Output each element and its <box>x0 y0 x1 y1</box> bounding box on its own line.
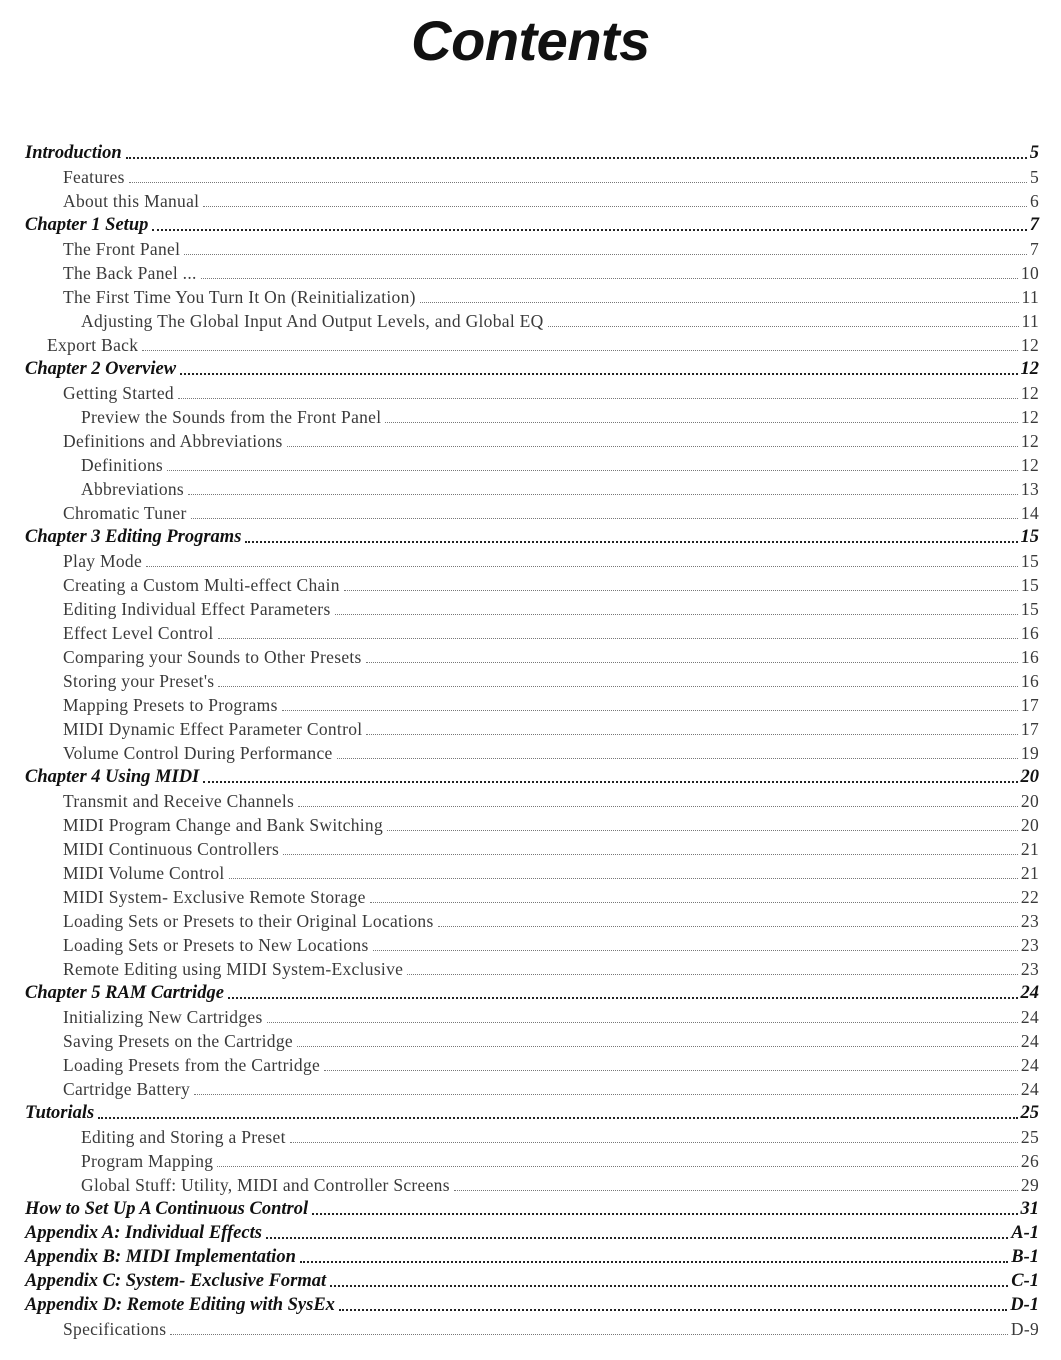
toc-entry-label: Storing your Preset's <box>63 671 215 691</box>
toc-entry-label: Preview the Sounds from the Front Panel <box>81 407 382 427</box>
toc-entry-label: Appendix D: Remote Editing with SysEx <box>25 1295 335 1315</box>
toc-entry-page-number: 24 <box>1020 1079 1039 1099</box>
toc-entry-label: Mapping Presets to Programs <box>63 695 278 715</box>
toc-subsection-entry[interactable] <box>0 692 1061 716</box>
toc-entry-page-number: 5 <box>1029 143 1039 163</box>
toc-entry-page-number: 15 <box>1020 527 1039 547</box>
toc-entry-page-number: 24 <box>1020 1007 1039 1027</box>
toc-entry-label: Saving Presets on the Cartridge <box>63 1031 293 1051</box>
dot-leader <box>312 1212 1017 1215</box>
dot-leader <box>330 1284 1008 1287</box>
toc-entry-page-number: 14 <box>1020 503 1039 523</box>
toc-entry-page-number: 7 <box>1029 239 1039 259</box>
dot-leader <box>167 469 1018 471</box>
toc-subsection-entry[interactable] <box>0 188 1061 212</box>
toc-entry-label: Chapter 3 Editing Programs <box>25 527 242 547</box>
toc-subsection-entry[interactable] <box>0 668 1061 692</box>
toc-subsection-entry[interactable] <box>0 428 1061 452</box>
toc-entry-label: Global Stuff: Utility, MIDI and Controller Screens <box>81 1175 450 1195</box>
toc-entry-page-number: 16 <box>1020 647 1039 667</box>
dot-leader <box>373 949 1018 951</box>
toc-entry-label: MIDI Volume Control <box>63 863 225 883</box>
toc-entry-page-number: 12 <box>1020 335 1039 355</box>
toc-entry-page-number: B-1 <box>1011 1247 1039 1267</box>
dot-leader <box>298 805 1018 807</box>
toc-entry-page-number: 20 <box>1020 791 1039 811</box>
toc-entry-label: Appendix B: MIDI Implementation <box>25 1247 296 1267</box>
toc-subsection-entry[interactable] <box>0 1148 1061 1172</box>
toc-entry-label: Adjusting The Global Input And Output Levels, and Global EQ <box>81 311 544 331</box>
toc-subsection-entry[interactable] <box>0 572 1061 596</box>
toc-entry-label: The Back Panel ... <box>63 263 197 283</box>
toc-entry-page-number: 24 <box>1020 1055 1039 1075</box>
toc-subsection-entry[interactable] <box>0 620 1061 644</box>
toc-entry-label: Appendix A: Individual Effects <box>25 1223 262 1243</box>
toc-section-entry[interactable] <box>0 980 1061 1004</box>
dot-leader <box>370 901 1018 903</box>
toc-entry-label: Abbreviations <box>81 479 185 499</box>
dot-leader <box>142 349 1018 351</box>
toc-entry-page-number: 11 <box>1021 287 1039 307</box>
toc-subsection-entry[interactable] <box>0 932 1061 956</box>
toc-section-entry[interactable] <box>0 356 1061 380</box>
dot-leader <box>344 589 1018 591</box>
toc-entry-label: MIDI Continuous Controllers <box>63 839 280 859</box>
toc-entry-label: Features <box>63 167 125 187</box>
toc-subsection-entry[interactable] <box>0 1052 1061 1076</box>
toc-section-entry[interactable] <box>0 1244 1061 1268</box>
toc-entry-label: MIDI System- Exclusive Remote Storage <box>63 887 366 907</box>
toc-entry-page-number: 7 <box>1029 215 1039 235</box>
toc-subsection-entry[interactable] <box>0 596 1061 620</box>
table-of-contents <box>0 140 1061 1340</box>
toc-entry-page-number: D-9 <box>1010 1319 1039 1339</box>
toc-entry-page-number: 25 <box>1020 1127 1039 1147</box>
dot-leader <box>203 205 1027 207</box>
dot-leader <box>300 1260 1008 1263</box>
toc-entry-page-number: 15 <box>1020 599 1039 619</box>
toc-section-entry[interactable] <box>0 212 1061 236</box>
toc-entry-label: Remote Editing using MIDI System-Exclusive <box>63 959 404 979</box>
toc-entry-label: Effect Level Control <box>63 623 214 643</box>
toc-subsection-entry[interactable] <box>0 1076 1061 1100</box>
toc-entry-page-number: 15 <box>1020 551 1039 571</box>
toc-entry-label: Program Mapping <box>81 1151 214 1171</box>
dot-leader <box>387 829 1018 831</box>
toc-entry-label: Play Mode <box>63 551 143 571</box>
toc-entry-label: Loading Sets or Presets to New Locations <box>63 935 369 955</box>
toc-entry-page-number: 23 <box>1020 959 1039 979</box>
toc-entry-label: Transmit and Receive Channels <box>63 791 295 811</box>
dot-leader <box>194 1093 1018 1095</box>
toc-subsection-entry[interactable] <box>0 476 1061 500</box>
dot-leader <box>287 445 1018 447</box>
dot-leader <box>407 973 1018 975</box>
dot-leader <box>324 1069 1018 1071</box>
toc-entry-label: Introduction <box>25 143 122 163</box>
toc-entry-page-number: 19 <box>1020 743 1039 763</box>
toc-entry-page-number: 25 <box>1020 1103 1039 1123</box>
toc-entry-label: Export Back <box>47 335 139 355</box>
dot-leader <box>297 1045 1018 1047</box>
toc-entry-page-number: 24 <box>1020 1031 1039 1051</box>
toc-subsection-entry[interactable] <box>0 380 1061 404</box>
toc-subsection-entry[interactable] <box>0 1316 1061 1340</box>
toc-section-entry[interactable] <box>0 764 1061 788</box>
toc-entry-page-number: 15 <box>1020 575 1039 595</box>
dot-leader <box>454 1189 1018 1191</box>
toc-entry-page-number: 13 <box>1020 479 1039 499</box>
dot-leader <box>339 1308 1007 1311</box>
dot-leader <box>228 996 1018 999</box>
toc-entry-page-number: D-1 <box>1010 1295 1039 1315</box>
toc-entry-label: Loading Presets from the Cartridge <box>63 1055 321 1075</box>
toc-subsection-entry[interactable] <box>0 308 1061 332</box>
toc-section-entry[interactable] <box>0 140 1061 164</box>
toc-section-entry[interactable] <box>0 1100 1061 1124</box>
dot-leader <box>152 228 1026 231</box>
toc-subsection-entry[interactable] <box>0 1172 1061 1196</box>
toc-section-entry[interactable] <box>0 524 1061 548</box>
toc-entry-label: Tutorials <box>25 1103 95 1123</box>
toc-entry-page-number: 17 <box>1020 695 1039 715</box>
toc-subsection-entry[interactable] <box>0 908 1061 932</box>
dot-leader <box>548 325 1019 327</box>
toc-entry-label: Appendix C: System- Exclusive Format <box>25 1271 327 1291</box>
toc-entry-label: The Front Panel <box>63 239 181 259</box>
toc-entry-label: Initializing New Cartridges <box>63 1007 263 1027</box>
toc-entry-page-number: 29 <box>1020 1175 1039 1195</box>
toc-entry-label: Chapter 5 RAM Cartridge <box>25 983 224 1003</box>
toc-subsection-entry[interactable] <box>0 500 1061 524</box>
dot-leader <box>282 709 1018 711</box>
toc-subsection-entry[interactable] <box>0 260 1061 284</box>
toc-section-entry[interactable] <box>0 1268 1061 1292</box>
toc-entry-label: Creating a Custom Multi-effect Chain <box>63 575 340 595</box>
toc-entry-label: Volume Control During Performance <box>63 743 333 763</box>
dot-leader <box>218 637 1018 639</box>
toc-entry-label: Chapter 2 Overview <box>25 359 177 379</box>
dot-leader <box>170 1333 1008 1335</box>
toc-entry-page-number: 20 <box>1020 767 1039 787</box>
toc-entry-page-number: 11 <box>1021 311 1039 331</box>
toc-subsection-entry[interactable] <box>0 284 1061 308</box>
toc-entry-page-number: 23 <box>1020 911 1039 931</box>
toc-entry-label: MIDI Program Change and Bank Switching <box>63 815 384 835</box>
toc-entry-page-number: 12 <box>1020 359 1039 379</box>
toc-entry-label: Comparing your Sounds to Other Presets <box>63 647 362 667</box>
dot-leader <box>385 421 1017 423</box>
toc-subsection-entry[interactable] <box>0 788 1061 812</box>
toc-subsection-entry[interactable] <box>0 1004 1061 1028</box>
toc-entry-label: Loading Sets or Presets to their Original Locations <box>63 911 434 931</box>
dot-leader <box>188 493 1018 495</box>
dot-leader <box>337 757 1018 759</box>
dot-leader <box>201 277 1018 279</box>
toc-entry-page-number: 21 <box>1020 863 1039 883</box>
toc-subsection-entry[interactable] <box>0 884 1061 908</box>
toc-entry-label: About this Manual <box>63 191 200 211</box>
toc-entry-page-number: C-1 <box>1011 1271 1039 1291</box>
toc-entry-label: Chromatic Tuner <box>63 503 187 523</box>
toc-entry-label: MIDI Dynamic Effect Parameter Control <box>63 719 363 739</box>
dot-leader <box>126 156 1027 159</box>
dot-leader <box>335 613 1018 615</box>
dot-leader <box>129 181 1027 183</box>
toc-subsection-entry[interactable] <box>0 548 1061 572</box>
dot-leader <box>180 372 1017 375</box>
toc-subsection-entry[interactable] <box>0 740 1061 764</box>
dot-leader <box>146 565 1018 567</box>
toc-entry-page-number: 12 <box>1020 431 1039 451</box>
dot-leader <box>203 780 1017 783</box>
toc-subsection-entry[interactable] <box>0 236 1061 260</box>
toc-entry-label: Chapter 4 Using MIDI <box>25 767 200 787</box>
toc-entry-page-number: 16 <box>1020 671 1039 691</box>
toc-entry-label: Definitions <box>81 455 164 475</box>
dot-leader <box>229 877 1018 879</box>
toc-entry-page-number: 20 <box>1020 815 1039 835</box>
toc-entry-label: Getting Started <box>63 383 174 403</box>
toc-entry-page-number: 21 <box>1020 839 1039 859</box>
toc-entry-page-number: 17 <box>1020 719 1039 739</box>
toc-section-entry[interactable] <box>0 1196 1061 1220</box>
toc-entry-page-number: 16 <box>1020 623 1039 643</box>
dot-leader <box>191 517 1018 519</box>
dot-leader <box>245 540 1017 543</box>
toc-subsection-entry[interactable] <box>0 812 1061 836</box>
dot-leader <box>290 1141 1018 1143</box>
dot-leader <box>98 1116 1017 1119</box>
toc-subsection-entry[interactable] <box>0 1028 1061 1052</box>
toc-entry-label: Specifications <box>63 1319 167 1339</box>
toc-entry-label: Cartridge Battery <box>63 1079 191 1099</box>
toc-entry-label: Editing and Storing a Preset <box>81 1127 286 1147</box>
dot-leader <box>366 661 1018 663</box>
toc-entry-label: Editing Individual Effect Parameters <box>63 599 331 619</box>
toc-entry-page-number: A-1 <box>1011 1223 1039 1243</box>
dot-leader <box>217 1165 1018 1167</box>
dot-leader <box>178 397 1018 399</box>
toc-entry-page-number: 12 <box>1020 383 1039 403</box>
toc-entry-page-number: 23 <box>1020 935 1039 955</box>
toc-subsection-entry[interactable] <box>0 332 1061 356</box>
dot-leader <box>184 253 1027 255</box>
dot-leader <box>283 853 1018 855</box>
toc-subsection-entry[interactable] <box>0 860 1061 884</box>
dot-leader <box>420 301 1019 303</box>
toc-entry-label: The First Time You Turn It On (Reinitialization) <box>63 287 416 307</box>
toc-entry-page-number: 12 <box>1020 455 1039 475</box>
toc-section-entry[interactable] <box>0 1220 1061 1244</box>
page-title: Contents <box>411 9 650 72</box>
toc-entry-page-number: 22 <box>1020 887 1039 907</box>
toc-entry-label: Definitions and Abbreviations <box>63 431 283 451</box>
toc-subsection-entry[interactable] <box>0 452 1061 476</box>
toc-entry-page-number: 24 <box>1020 983 1039 1003</box>
toc-subsection-entry[interactable] <box>0 164 1061 188</box>
toc-entry-label: How to Set Up A Continuous Control <box>25 1199 309 1219</box>
toc-entry-label: Chapter 1 Setup <box>25 215 149 235</box>
toc-entry-page-number: 31 <box>1020 1199 1039 1219</box>
toc-entry-page-number: 6 <box>1029 191 1039 211</box>
toc-subsection-entry[interactable] <box>0 1124 1061 1148</box>
toc-entry-page-number: 12 <box>1020 407 1039 427</box>
toc-section-entry[interactable] <box>0 1292 1061 1316</box>
toc-subsection-entry[interactable] <box>0 716 1061 740</box>
toc-entry-page-number: 10 <box>1020 263 1039 283</box>
toc-subsection-entry[interactable] <box>0 644 1061 668</box>
dot-leader <box>438 925 1018 927</box>
dot-leader <box>366 733 1017 735</box>
dot-leader <box>267 1021 1018 1023</box>
toc-subsection-entry[interactable] <box>0 404 1061 428</box>
dot-leader <box>218 685 1017 687</box>
toc-subsection-entry[interactable] <box>0 836 1061 860</box>
toc-entry-page-number: 26 <box>1020 1151 1039 1171</box>
dot-leader <box>266 1236 1008 1239</box>
toc-subsection-entry[interactable] <box>0 956 1061 980</box>
toc-entry-page-number: 5 <box>1029 167 1039 187</box>
